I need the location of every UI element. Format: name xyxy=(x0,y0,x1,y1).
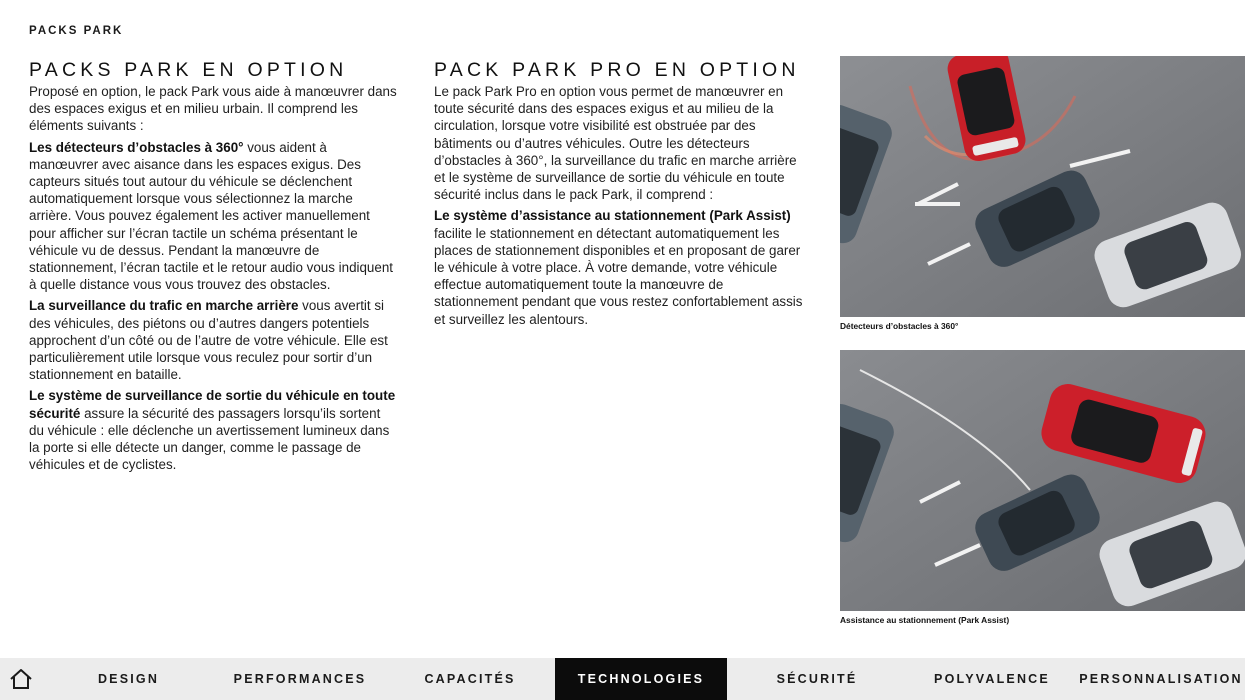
feature-paragraph xyxy=(434,207,809,327)
left-column-intro: Proposé en option, le pack Park vous aide à manœuvrer dans des espaces exigus et en milieu urbain. Il comprend les éléments suivants : xyxy=(29,84,397,134)
left-column-title: PACKS PARK EN OPTION xyxy=(29,59,348,81)
feature-title: Les détecteurs d’obstacles à 360° xyxy=(29,139,244,155)
feature-title: Le système de surveillance de sortie du véhicule en toute sécurité xyxy=(29,388,396,421)
photo-caption: Détecteurs d’obstacles à 360° xyxy=(840,321,959,331)
nav-item-personnalisation[interactable]: PERSONNALISATION xyxy=(1079,672,1243,686)
nav-item-polyvalence[interactable]: POLYVALENCE xyxy=(934,672,1050,686)
feature-text: assure la sécurité des passagers lorsqu’ils sortent du véhicule : elle déclenche un avertissement lumineux dans la porte si elle détecte un danger, comme le passage de véhicules et de cyclistes. xyxy=(29,405,390,473)
feature-text: facilite le stationnement en détectant automatiquement les places de stationnement disponibles et en proposant de garer le véhicule à votre place. À votre demande, votre véhicule effectue automatiquement toute la manœuvre de stationnement pendant que vous restez confortablement assis et surveillez les alentours. xyxy=(434,225,803,327)
feature-text: vous avertit si des véhicules, des piétons ou d’autres dangers potentiels approchent d’un côté ou de l’autre de votre véhicule. Elle est particulièrement utile lorsque vous reculez pour sortir d’un stationnement en bataille. xyxy=(29,298,388,383)
home-icon xyxy=(9,668,33,690)
feature-title: La surveillance du trafic en marche arrière xyxy=(29,298,299,314)
feature-paragraph xyxy=(29,297,397,383)
nav-item-securite[interactable]: SÉCURITÉ xyxy=(776,672,858,686)
bottom-nav xyxy=(0,658,1245,700)
left-column xyxy=(29,58,397,477)
photo-park-assist xyxy=(840,350,1245,611)
middle-column-title: PACK PARK PRO EN OPTION xyxy=(434,59,800,81)
section-label: PACKS PARK xyxy=(29,25,124,37)
feature-paragraph xyxy=(29,139,397,294)
parking-lot-illustration xyxy=(840,350,1245,611)
nav-item-capacites[interactable]: CAPACITÉS xyxy=(424,672,516,686)
middle-column xyxy=(434,58,809,332)
feature-paragraph xyxy=(29,387,397,473)
photo-caption: Assistance au stationnement (Park Assist) xyxy=(840,615,1010,625)
parking-lot-illustration xyxy=(840,56,1245,317)
middle-column-intro: Le pack Park Pro en option vous permet de manœuvrer en toute sécurité dans des espaces exigus et au milieu de la circulation, lorsque votre visibilité est obstruée par des bâtiments ou d’autres véhicules. Outre les détecteurs d’obstacles à 360°, la surveillance du trafic en marche arrière et le système de surveillance de sortie du véhicule en toute sécurité inclus dans le pack Park, il comprend : xyxy=(434,84,797,203)
photo-obstacle-sensors xyxy=(840,56,1245,317)
nav-item-design[interactable]: DESIGN xyxy=(97,672,160,686)
feature-text: vous aident à manœuvrer avec aisance dans les espaces exigus. Des capteurs situés tout autour du véhicule se déclenchent automatiquement lorsque vous sélectionnez la marche arrière. Vous pouvez également les activer manuellement pour afficher sur l’écran tactile un schéma présentant le véhicule vu de dessus. Pendant la manœuvre de stationnement, l’écran tactile et le retour audio vous indiquent à quelle distance vous vous trouvez des obstacles. xyxy=(29,139,393,293)
nav-item-performances[interactable]: PERFORMANCES xyxy=(233,672,367,686)
feature-title: Le système d’assistance au stationnement (Park Assist) xyxy=(434,208,791,224)
nav-item-technologies[interactable]: TECHNOLOGIES xyxy=(555,658,727,700)
home-button[interactable] xyxy=(0,658,42,700)
